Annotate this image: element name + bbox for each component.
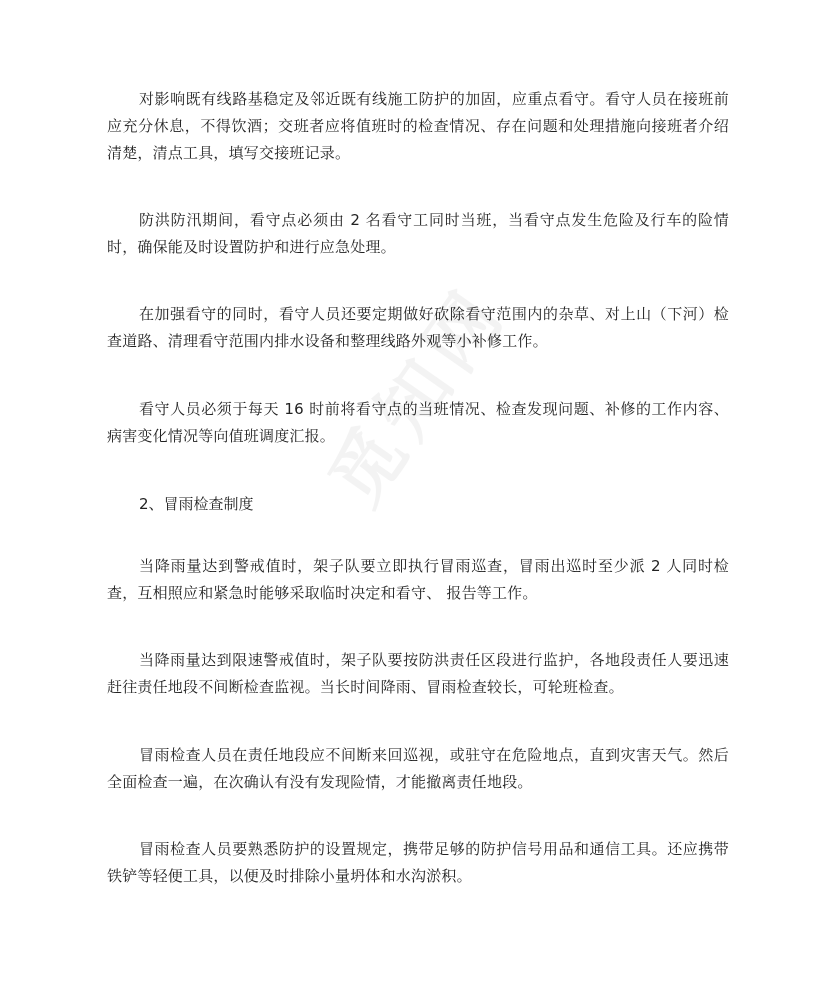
paragraph-continuous-patrol: 冒雨检查人员在责任地段应不间断来回巡视，或驻守在危险地点，直到灾害天气。然后全面检查一遍，在次确认有没有发现险情，才能撤离责任地段。	[107, 746, 729, 791]
paragraph-warning-level-patrol: 当降雨量达到警戒值时，架子队要立即执行冒雨巡查，冒雨出巡时至少派 2 人同时检查，互相照应和紧急时能够采取临时决定和看守、 报告等工作。	[107, 557, 729, 602]
paragraph-minor-repairs: 在加强看守的同时，看守人员还要定期做好砍除看守范围内的杂草、对上山（下河）检查道路、清理看守范围内排水设备和整理线路外观等小补修工作。	[107, 305, 729, 350]
paragraph-daily-report: 看守人员必须于每天 16 时前将看守点的当班情况、检查发现问题、补修的工作内容、病害变化情况等向值班调度汇报。	[107, 400, 729, 445]
paragraph-flood-season-duty: 防洪防汛期间，看守点必须由 2 名看守工同时当班，当看守点发生危险及行车的险情时，确保能及时设置防护和进行应急处理。	[107, 211, 729, 256]
paragraph-guard-reinforcement: 对影响既有线路基稳定及邻近既有线施工防护的加固，应重点看守。看守人员在接班前应充分休息，不得饮酒；交班者应将值班时的检查情况、存在问题和处理措施向接班者介绍清楚，清点工具，填写交接班记录。	[107, 90, 729, 162]
section-heading-rain-inspection: 2、冒雨检查制度	[139, 495, 254, 513]
paragraph-equipment-tools: 冒雨检查人员要熟悉防护的设置规定，携带足够的防护信号用品和通信工具。还应携带铁铲等轻便工具，以便及时排除小量坍体和水沟淤积。	[107, 840, 729, 885]
paragraph-speed-limit-warning: 当降雨量达到限速警戒值时，架子队要按防洪责任区段进行监护，各地段责任人要迅速赶往责任地段不间断检查监视。当长时间降雨、冒雨检查较长，可轮班检查。	[107, 651, 729, 696]
